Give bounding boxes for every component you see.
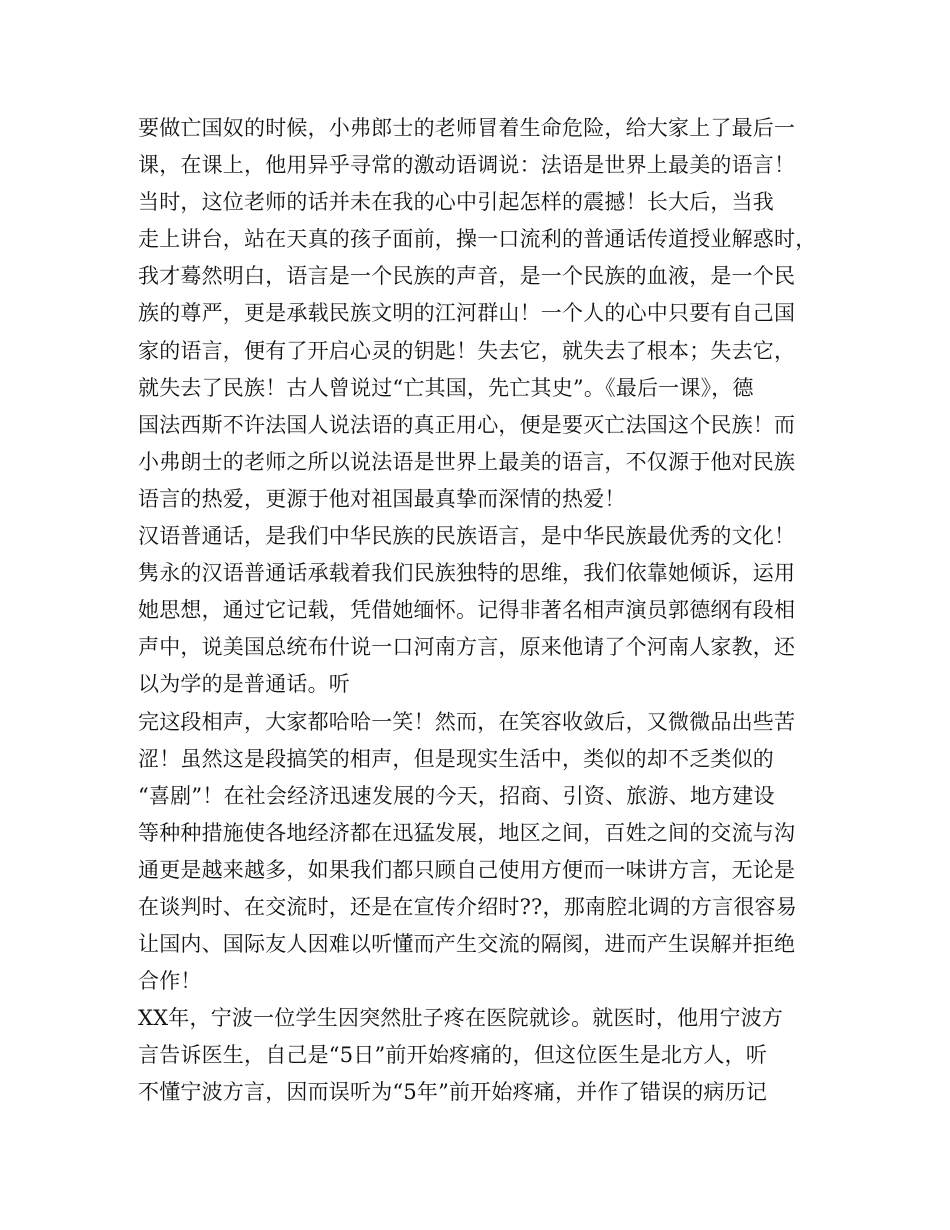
text-line: 涩！虽然这是段搞笑的相声，但是现实生活中，类似的却不乏类似的 [138, 746, 774, 771]
text-line: “喜剧”！在社会经济迅速发展的今天，招商、引资、旅游、地方建设 [138, 783, 775, 808]
text-line: 走上讲台，站在天真的孩子面前，操一口流利的普通话传道授业解惑时， [138, 227, 817, 252]
text-line: 她思想，通过它记载，凭借她缅怀。记得非著名相声演员郭德纲有段相 [138, 598, 796, 623]
text-line: 语言的热爱，更源于他对祖国最真挚而深情的热爱！ [138, 486, 626, 511]
document-body [138, 110, 828, 1112]
text-line: 在谈判时、在交流时，还是在宣传介绍时??，那南腔北调的方言很容易 [138, 894, 797, 919]
text-line: 不懂宁波方言，因而误听为“5年”前开始疼痛，并作了错误的病历记 [138, 1080, 768, 1105]
text-line: 当时，这位老师的话并未在我的心中引起怎样的震撼！长大后，当我 [138, 190, 774, 215]
text-line: 让国内、国际友人因难以听懂而产生交流的隔阂，进而产生误解并拒绝 [138, 932, 796, 957]
text-line: 课，在课上，他用异乎寻常的激动语调说：法语是世界上最美的语言！ [138, 153, 796, 178]
text-line: 等种种措施使各地经济都在迅猛发展，地区之间，百姓之间的交流与沟 [138, 820, 796, 845]
text-line: 合作！ [138, 969, 202, 994]
text-line: 国法西斯不许法国人说法语的真正用心，便是要灭亡法国这个民族！而 [138, 412, 796, 437]
text-line: 通更是越来越多，如果我们都只顾自己使用方便而一味讲方言，无论是 [138, 857, 796, 882]
text-line: 以为学的是普通话。听 [138, 672, 350, 697]
text-line: 隽永的汉语普通话承载着我们民族独特的思维，我们依靠她倾诉，运用 [138, 561, 796, 586]
text-line: 汉语普通话，是我们中华民族的民族语言，是中华民族最优秀的文化！ [138, 524, 796, 549]
text-line: 就失去了民族！古人曾说过“亡其国，先亡其史”。《最后一课》，德 [138, 375, 754, 400]
text-line: 我才蓦然明白，语言是一个民族的声音，是一个民族的血液，是一个民 [138, 264, 796, 289]
text-line: 族的尊严，更是承载民族文明的江河群山！一个人的心中只要有自己国 [138, 301, 796, 326]
text-line: 声中，说美国总统布什说一口河南方言，原来他请了个河南人家教，还 [138, 635, 796, 660]
text-line: 完这段相声，大家都哈哈一笑！然而，在笑容收敛后，又微微品出些苦 [138, 709, 796, 734]
text-line: 小弗朗士的老师之所以说法语是世界上最美的语言，不仅源于他对民族 [138, 449, 796, 474]
text-line: 言告诉医生，自己是“5日”前开始疼痛的，但这位医生是北方人，听 [138, 1043, 768, 1068]
text-line: XX年，宁波一位学生因突然肚子疼在医院就诊。就医时，他用宁波方 [138, 1006, 784, 1031]
text-line: 家的语言，便有了开启心灵的钥匙！失去它，就失去了根本；失去它， [138, 338, 796, 363]
text-line: 要做亡国奴的时候，小弗郎士的老师冒着生命危险，给大家上了最后一 [138, 116, 796, 140]
